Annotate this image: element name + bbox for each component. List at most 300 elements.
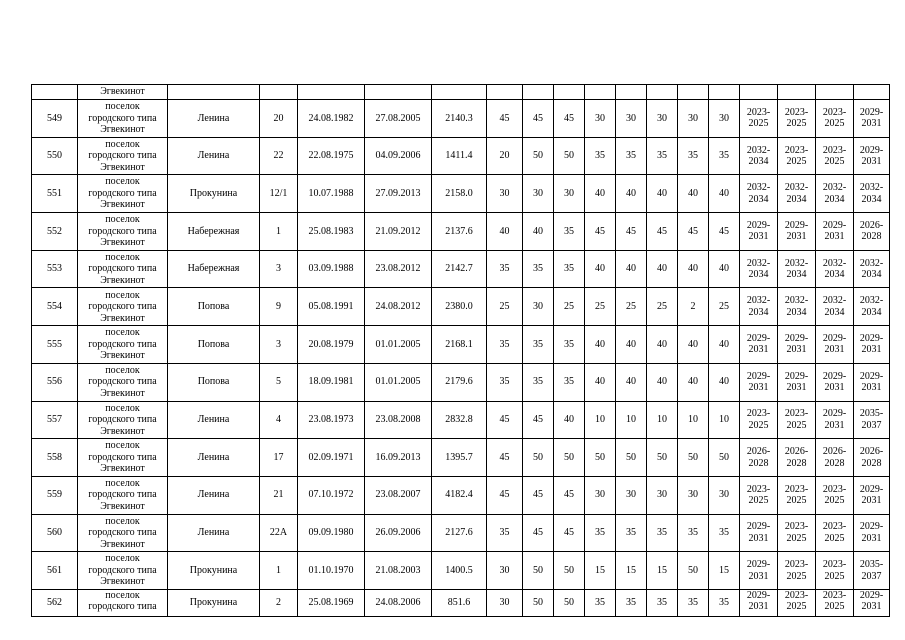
cell-value: 35 — [678, 514, 709, 552]
cell-value: 45 — [523, 100, 554, 138]
cell-street: Набережная — [168, 250, 260, 288]
cell-street: Набережная — [168, 213, 260, 251]
cell-value: 40 — [678, 363, 709, 401]
table-row — [32, 514, 890, 552]
settlement-line: Эгвекинот — [100, 500, 145, 512]
cell-value: 25 — [647, 288, 678, 326]
cell-period: 2023-2025 — [740, 476, 778, 514]
cell-value: 35 — [523, 363, 554, 401]
cell-value: 50 — [709, 439, 740, 477]
settlement-line: городского типа — [88, 112, 157, 124]
cell-value: 10 — [585, 401, 616, 439]
cell-value: 35 — [585, 514, 616, 552]
cell-area: 2137.6 — [432, 213, 487, 251]
cell-period: 2029-2031 — [778, 213, 816, 251]
cell-period: 2029-2031 — [740, 552, 778, 590]
cell-settlement — [78, 401, 168, 439]
settlement-line: городского типа — [88, 150, 157, 162]
cell-date: 18.09.1981 — [298, 363, 365, 401]
cell-period — [778, 85, 816, 100]
cell-settlement — [78, 589, 168, 616]
cell-value: 50 — [554, 137, 585, 175]
cell-period: 2032-2034 — [816, 250, 854, 288]
settlement-line: поселок — [105, 289, 140, 301]
cell-value: 40 — [647, 175, 678, 213]
cell-area: 2127.6 — [432, 514, 487, 552]
cell-value: 40 — [554, 401, 585, 439]
settlement-line: Эгвекинот — [100, 312, 145, 324]
cell-value: 40 — [709, 175, 740, 213]
cell-value: 50 — [523, 137, 554, 175]
settlement-line: городского типа — [88, 527, 157, 539]
cell-street: Ленина — [168, 137, 260, 175]
cell-value: 40 — [647, 363, 678, 401]
cell-value: 40 — [523, 213, 554, 251]
cell-period: 2029-2031 — [854, 326, 890, 364]
table-row — [32, 288, 890, 326]
cell-value: 45 — [487, 100, 523, 138]
settlement-line: городского типа — [88, 414, 157, 426]
cell-period: 2029-2031 — [854, 363, 890, 401]
cell-date — [365, 85, 432, 100]
cell-date: 22.08.1975 — [298, 137, 365, 175]
cell-area: 1411.4 — [432, 137, 487, 175]
cell-street: Попова — [168, 363, 260, 401]
cell-value: 25 — [616, 288, 647, 326]
cell-period: 2023-2025 — [816, 100, 854, 138]
cell-settlement — [78, 363, 168, 401]
cell-house: 21 — [260, 476, 298, 514]
cell-value: 25 — [554, 288, 585, 326]
cell-value: 35 — [616, 514, 647, 552]
cell-number: 560 — [32, 514, 78, 552]
cell-value: 40 — [585, 363, 616, 401]
cell-value: 10 — [678, 401, 709, 439]
cell-date: 09.09.1980 — [298, 514, 365, 552]
cell-street: Ленина — [168, 439, 260, 477]
cell-value: 50 — [678, 439, 709, 477]
settlement-line: поселок — [105, 589, 140, 601]
settlement-line: Эгвекинот — [100, 538, 145, 550]
cell-period: 2029-2031 — [854, 476, 890, 514]
cell-settlement — [78, 137, 168, 175]
cell-value: 45 — [523, 514, 554, 552]
cell-period: 2029-2031 — [854, 100, 890, 138]
table-row — [32, 363, 890, 401]
cell-period: 2029-2031 — [740, 589, 778, 616]
settlement-line: поселок — [105, 251, 140, 263]
cell-period: 2029-2031 — [816, 213, 854, 251]
cell-house: 22 — [260, 137, 298, 175]
cell-street: Прокунина — [168, 175, 260, 213]
cell-period: 2029-2031 — [854, 137, 890, 175]
cell-settlement — [78, 514, 168, 552]
cell-value: 10 — [616, 401, 647, 439]
table-row — [32, 476, 890, 514]
cell-value: 30 — [678, 476, 709, 514]
cell-period: 2023-2025 — [778, 552, 816, 590]
cell-value: 35 — [709, 137, 740, 175]
cell-value: 50 — [554, 439, 585, 477]
cell-area: 851.6 — [432, 589, 487, 616]
cell-period: 2029-2031 — [854, 514, 890, 552]
cell-value: 35 — [487, 326, 523, 364]
cell-area: 1395.7 — [432, 439, 487, 477]
cell-value — [647, 85, 678, 100]
cell-house: 2 — [260, 589, 298, 616]
cell-period: 2032-2034 — [740, 288, 778, 326]
cell-date: 07.10.1972 — [298, 476, 365, 514]
cell-period: 2023-2025 — [816, 476, 854, 514]
settlement-line: Эгвекинот — [100, 161, 145, 173]
cell-value: 40 — [709, 363, 740, 401]
cell-date: 20.08.1979 — [298, 326, 365, 364]
cell-value: 30 — [647, 476, 678, 514]
cell-number: 558 — [32, 439, 78, 477]
cell-value: 40 — [709, 250, 740, 288]
cell-value: 40 — [585, 250, 616, 288]
table-row — [32, 100, 890, 138]
cell-street: Ленина — [168, 514, 260, 552]
cell-date: 24.08.2012 — [365, 288, 432, 326]
cell-date: 21.08.2003 — [365, 552, 432, 590]
settlement-line: городского типа — [88, 489, 157, 501]
settlement-line: городского типа — [88, 338, 157, 350]
cell-period: 2032-2034 — [740, 250, 778, 288]
cell-number: 549 — [32, 100, 78, 138]
cell-value: 45 — [709, 213, 740, 251]
cell-value: 45 — [523, 401, 554, 439]
cell-period: 2023-2025 — [778, 137, 816, 175]
table-row — [32, 326, 890, 364]
cell-settlement — [78, 476, 168, 514]
cell-value: 30 — [616, 476, 647, 514]
cell-area: 2832.8 — [432, 401, 487, 439]
cell-value: 35 — [585, 589, 616, 616]
cell-number: 551 — [32, 175, 78, 213]
cell-date: 03.09.1988 — [298, 250, 365, 288]
cell-period — [854, 85, 890, 100]
cell-period: 2029-2031 — [778, 363, 816, 401]
table-body — [32, 85, 890, 617]
cell-date: 04.09.2006 — [365, 137, 432, 175]
cell-period: 2023-2025 — [778, 401, 816, 439]
cell-street — [168, 85, 260, 100]
cell-value: 40 — [678, 175, 709, 213]
settlement-line: городского типа — [88, 187, 157, 199]
cell-period: 2032-2034 — [778, 288, 816, 326]
settlement-line: Эгвекинот — [100, 274, 145, 286]
cell-value: 40 — [678, 250, 709, 288]
cell-number: 554 — [32, 288, 78, 326]
cell-house: 1 — [260, 552, 298, 590]
cell-period: 2023-2025 — [816, 514, 854, 552]
cell-value: 40 — [585, 326, 616, 364]
cell-street: Прокунина — [168, 552, 260, 590]
settlement-line: поселок — [105, 515, 140, 527]
cell-date: 05.08.1991 — [298, 288, 365, 326]
cell-value: 45 — [554, 100, 585, 138]
cell-period: 2026-2028 — [854, 439, 890, 477]
cell-value: 45 — [487, 439, 523, 477]
cell-period: 2029-2031 — [740, 363, 778, 401]
settlement-line: городского типа — [88, 301, 157, 313]
cell-period: 2023-2025 — [816, 137, 854, 175]
settlement-line: Эгвекинот — [100, 387, 145, 399]
cell-period: 2035-2037 — [854, 401, 890, 439]
cell-settlement: Эгвекинот — [78, 85, 168, 100]
cell-value: 50 — [585, 439, 616, 477]
cell-street: Попова — [168, 288, 260, 326]
cell-value: 30 — [487, 552, 523, 590]
cell-value: 40 — [487, 213, 523, 251]
table-row — [32, 250, 890, 288]
cell-date: 25.08.1969 — [298, 589, 365, 616]
cell-value: 25 — [487, 288, 523, 326]
cell-value: 35 — [523, 326, 554, 364]
cell-area: 2158.0 — [432, 175, 487, 213]
cell-period: 2029-2031 — [740, 326, 778, 364]
cell-value: 30 — [523, 175, 554, 213]
settlement-line: городского типа — [88, 263, 157, 275]
cell-value: 45 — [554, 514, 585, 552]
cell-value — [616, 85, 647, 100]
cell-value: 35 — [554, 213, 585, 251]
cell-value: 40 — [647, 250, 678, 288]
cell-value — [523, 85, 554, 100]
cell-number: 557 — [32, 401, 78, 439]
table-row — [32, 213, 890, 251]
settlement-line: поселок — [105, 214, 140, 226]
cell-period: 2029-2031 — [740, 514, 778, 552]
cell-value: 35 — [616, 137, 647, 175]
cell-value: 30 — [647, 100, 678, 138]
cell-period: 2023-2025 — [740, 401, 778, 439]
cell-value: 40 — [616, 326, 647, 364]
housing-table — [31, 84, 890, 617]
cell-number — [32, 85, 78, 100]
cell-value: 45 — [616, 213, 647, 251]
cell-period: 2023-2025 — [778, 100, 816, 138]
cell-value: 2 — [678, 288, 709, 326]
cell-house: 3 — [260, 326, 298, 364]
cell-value: 35 — [487, 514, 523, 552]
cell-value: 35 — [616, 589, 647, 616]
cell-value — [585, 85, 616, 100]
cell-value: 30 — [616, 100, 647, 138]
cell-house: 5 — [260, 363, 298, 401]
cell-value — [554, 85, 585, 100]
cell-period: 2023-2025 — [816, 589, 854, 616]
cell-date: 26.09.2006 — [365, 514, 432, 552]
cell-number: 552 — [32, 213, 78, 251]
cell-period: 2029-2031 — [816, 401, 854, 439]
cell-value: 50 — [523, 552, 554, 590]
settlement-line: Эгвекинот — [100, 350, 145, 362]
cell-value: 15 — [616, 552, 647, 590]
cell-value — [678, 85, 709, 100]
settlement-line: городского типа — [88, 376, 157, 388]
cell-period: 2026-2028 — [854, 213, 890, 251]
cell-period: 2023-2025 — [740, 100, 778, 138]
cell-value: 45 — [647, 213, 678, 251]
cell-date — [298, 85, 365, 100]
cell-period: 2029-2031 — [816, 363, 854, 401]
cell-value: 40 — [647, 326, 678, 364]
cell-value: 25 — [585, 288, 616, 326]
cell-date: 21.09.2012 — [365, 213, 432, 251]
cell-value: 35 — [709, 589, 740, 616]
cell-value: 15 — [709, 552, 740, 590]
cell-value: 30 — [585, 476, 616, 514]
cell-date: 16.09.2013 — [365, 439, 432, 477]
cell-value: 30 — [709, 476, 740, 514]
cell-value: 45 — [487, 401, 523, 439]
settlement-line: поселок — [105, 138, 140, 150]
cell-value: 40 — [585, 175, 616, 213]
cell-value: 40 — [678, 326, 709, 364]
cell-settlement — [78, 439, 168, 477]
cell-period: 2032-2034 — [854, 288, 890, 326]
cell-value: 40 — [616, 175, 647, 213]
cell-settlement — [78, 175, 168, 213]
cell-value: 35 — [554, 326, 585, 364]
cell-date: 23.08.1973 — [298, 401, 365, 439]
settlement-line: поселок — [105, 101, 140, 113]
cell-date: 27.08.2005 — [365, 100, 432, 138]
cell-value: 50 — [678, 552, 709, 590]
cell-date: 01.10.1970 — [298, 552, 365, 590]
cell-value: 35 — [647, 137, 678, 175]
cell-period: 2035-2037 — [854, 552, 890, 590]
cell-value: 50 — [554, 589, 585, 616]
cell-street: Ленина — [168, 401, 260, 439]
cell-house: 9 — [260, 288, 298, 326]
table-row — [32, 175, 890, 213]
cell-house: 22А — [260, 514, 298, 552]
cell-date: 25.08.1983 — [298, 213, 365, 251]
cell-value: 40 — [616, 363, 647, 401]
cell-house — [260, 85, 298, 100]
cell-value: 35 — [647, 514, 678, 552]
cell-value: 35 — [487, 250, 523, 288]
cell-period: 2026-2028 — [778, 439, 816, 477]
cell-area: 2168.1 — [432, 326, 487, 364]
cell-period: 2029-2031 — [778, 326, 816, 364]
settlement-line: поселок — [105, 402, 140, 414]
cell-settlement — [78, 552, 168, 590]
cell-value — [709, 85, 740, 100]
cell-area — [432, 85, 487, 100]
table-row — [32, 439, 890, 477]
cell-value: 35 — [585, 137, 616, 175]
cell-period: 2032-2034 — [740, 175, 778, 213]
cell-number: 562 — [32, 589, 78, 616]
cell-street: Прокунина — [168, 589, 260, 616]
settlement-line: поселок — [105, 176, 140, 188]
cell-value: 45 — [678, 213, 709, 251]
cell-settlement — [78, 250, 168, 288]
cell-value: 50 — [554, 552, 585, 590]
cell-period: 2032-2034 — [778, 175, 816, 213]
cell-value: 10 — [709, 401, 740, 439]
cell-value: 35 — [678, 137, 709, 175]
cell-value: 45 — [487, 476, 523, 514]
settlement-line: городского типа — [88, 601, 157, 613]
cell-value: 45 — [554, 476, 585, 514]
cell-period: 2032-2034 — [740, 137, 778, 175]
cell-street: Ленина — [168, 476, 260, 514]
settlement-line: Эгвекинот — [100, 124, 145, 136]
cell-date: 02.09.1971 — [298, 439, 365, 477]
cell-value: 35 — [523, 250, 554, 288]
settlement-line: городского типа — [88, 451, 157, 463]
cell-settlement — [78, 326, 168, 364]
cell-value: 30 — [487, 589, 523, 616]
cell-period: 2032-2034 — [816, 175, 854, 213]
cell-date: 23.08.2008 — [365, 401, 432, 439]
cell-value: 10 — [647, 401, 678, 439]
cell-area: 1400.5 — [432, 552, 487, 590]
cell-area: 4182.4 — [432, 476, 487, 514]
cell-value: 20 — [487, 137, 523, 175]
cell-period: 2029-2031 — [816, 326, 854, 364]
cell-area: 2140.3 — [432, 100, 487, 138]
cell-value: 30 — [709, 100, 740, 138]
settlement-line: поселок — [105, 553, 140, 565]
cell-period: 2026-2028 — [740, 439, 778, 477]
cell-value: 40 — [709, 326, 740, 364]
cell-area: 2142.7 — [432, 250, 487, 288]
cell-value: 35 — [554, 250, 585, 288]
cell-period: 2026-2028 — [816, 439, 854, 477]
cell-value: 45 — [585, 213, 616, 251]
cell-date: 24.08.1982 — [298, 100, 365, 138]
cell-period: 2023-2025 — [778, 514, 816, 552]
cell-house: 4 — [260, 401, 298, 439]
cell-date: 01.01.2005 — [365, 363, 432, 401]
cell-period: 2023-2025 — [778, 476, 816, 514]
settlement-line: Эгвекинот — [100, 199, 145, 211]
cell-period: 2029-2031 — [854, 589, 890, 616]
cell-value: 35 — [647, 589, 678, 616]
cell-house: 12/1 — [260, 175, 298, 213]
cell-value: 50 — [647, 439, 678, 477]
cell-date: 01.01.2005 — [365, 326, 432, 364]
cell-value: 35 — [487, 363, 523, 401]
cell-street: Попова — [168, 326, 260, 364]
cell-number: 555 — [32, 326, 78, 364]
settlement-line: Эгвекинот — [100, 576, 145, 588]
cell-period: 2032-2034 — [854, 250, 890, 288]
cell-value: 30 — [554, 175, 585, 213]
cell-value: 35 — [554, 363, 585, 401]
settlement-line: поселок — [105, 364, 140, 376]
cell-value: 35 — [678, 589, 709, 616]
cell-house: 17 — [260, 439, 298, 477]
settlement-line: поселок — [105, 327, 140, 339]
cell-house: 20 — [260, 100, 298, 138]
cell-period: 2023-2025 — [816, 552, 854, 590]
cell-settlement — [78, 213, 168, 251]
cell-value: 50 — [523, 439, 554, 477]
cell-number: 561 — [32, 552, 78, 590]
cell-value: 40 — [616, 250, 647, 288]
cell-period: 2032-2034 — [778, 250, 816, 288]
cell-value: 45 — [523, 476, 554, 514]
cell-date: 10.07.1988 — [298, 175, 365, 213]
cell-date: 27.09.2013 — [365, 175, 432, 213]
